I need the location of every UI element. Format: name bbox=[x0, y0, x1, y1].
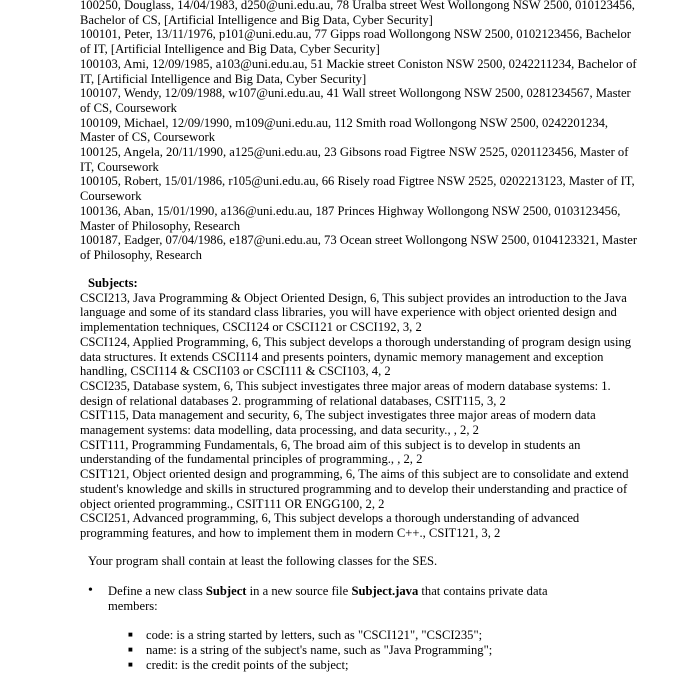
member-text: code: is a string started by letters, such as "CSCI121", "CSCI235"; bbox=[146, 628, 483, 642]
square-bullet-icon: ■ bbox=[128, 645, 133, 655]
bullet-pre: Define a new class bbox=[108, 584, 206, 598]
member-text: name: is a string of the subject's name, such as "Java Programming"; bbox=[146, 643, 493, 658]
bullet-dot-icon: • bbox=[88, 583, 93, 598]
subject-record: CSIT115, Data management and security, 6, The subject investigates three major areas of modern data management systems: data modelling, data processing, and data security., , 2, 2 bbox=[80, 408, 596, 438]
subject-record: CSCI213, Java Programming & Object Oriented Design, 6, This subject provides an introduction to the Java language and some of its standard class libraries, you will have experience with object oriented design and implementation techniques, CSCI124 or CSCI121 or CSCI192, 3, 2 bbox=[80, 290, 627, 335]
student-record: 100187, Eadger, 07/04/1986, e187@uni.edu.au, 73 Ocean street Wollongong NSW 2500, 0104123321, Master of Philosophy, Research bbox=[80, 233, 638, 262]
list-item bbox=[128, 643, 648, 658]
subjects-heading: Subjects: bbox=[88, 276, 138, 290]
data-members-list bbox=[128, 628, 648, 674]
student-record: 100125, Angela, 20/11/1990, a125@uni.edu.au, 23 Gibsons road Figtree NSW 2525, 0201123456, Master of IT, Coursework bbox=[80, 145, 629, 174]
subject-record: CSIT121, Object oriented design and programming, 6, The aims of this subject are to consolidate and extend student's knowledge and skills in structured programming and to develop their understanding and practice of object oriented programming., CSIT111 OR ENGG100, 2, 2 bbox=[80, 467, 629, 511]
class-name: Subject bbox=[205, 584, 247, 598]
student-record: 100109, Michael, 12/09/1990, m109@uni.edu.au, 112 Smith road Wollongong NSW 2500, 0242201234, Master of CS, Coursework bbox=[80, 115, 609, 145]
subject-record: CSIT111, Programming Fundamentals, 6, The broad aim of this subject is to develop in students an understanding of the fundamental principles of programming., , 2, 2 bbox=[80, 437, 581, 467]
subject-record: CSCI235, Database system, 6, This subject investigates three major areas of modern database systems: 1. design of relational databases 2. programming of relational databases, CSIT115, 3, 2 bbox=[80, 378, 611, 408]
list-item bbox=[128, 658, 648, 673]
bullet-post: that contains private data members: bbox=[108, 584, 548, 613]
list-item bbox=[128, 628, 648, 643]
bullet-item bbox=[88, 584, 648, 613]
student-record: 100103, Ami, 12/09/1985, a103@uni.edu.au, 51 Mackie street Coniston NSW 2500, 0242211234, Bachelor of IT, [Artificial Intelligence and Big Data, Cyber Security] bbox=[80, 56, 637, 86]
file-name: Subject.java bbox=[351, 584, 419, 598]
subject-record: CSCI251, Advanced programming, 6, This subject develops a thorough understanding of advanced programming features, and how to implement them in modern C++., CSIT121, 3, 2 bbox=[80, 511, 580, 540]
student-record: 100136, Aban, 15/01/1990, a136@uni.edu.au, 187 Princes Highway Wollongong NSW 2500, 0103123456, Master of Philosophy, Research bbox=[80, 203, 621, 233]
square-bullet-icon: ■ bbox=[128, 630, 133, 639]
square-bullet-icon: ■ bbox=[128, 660, 133, 670]
intro-text: Your program shall contain at least the following classes for the SES. bbox=[88, 554, 438, 568]
student-record: 100107, Wendy, 12/09/1988, w107@uni.edu.au, 41 Wall street Wollongong NSW 2500, 0281234567, Master of CS, Coursework bbox=[80, 86, 631, 115]
students-list bbox=[80, 0, 640, 263]
bullet-text bbox=[108, 584, 568, 613]
subjects-section bbox=[80, 276, 640, 541]
member-text: credit: is the credit points of the subject; bbox=[146, 658, 349, 673]
student-record: 100250, Douglass, 14/04/1983, d250@uni.edu.au, 78 Uralba street West Wollongong NSW 2500, 010123456, Bachelor of CS, [Artificial Intelligence and Big Data, Cyber Security] bbox=[80, 0, 635, 27]
bullet-mid: in a new source file bbox=[246, 584, 352, 598]
student-record: 100105, Robert, 15/01/1986, r105@uni.edu.au, 66 Risely road Figtree NSW 2525, 0202213123, Master of IT, Coursework bbox=[80, 174, 635, 204]
student-record: 100101, Peter, 13/11/1976, p101@uni.edu.au, 77 Gipps road Wollongong NSW 2500, 0102123456, Bachelor of IT, [Artificial Intelligence and Big Data, Cyber Security] bbox=[80, 27, 631, 57]
subject-record: CSCI124, Applied Programming, 6, This subject develops a thorough understanding of program design using data structures. It extends CSCI114 and presents pointers, dynamic memory management and exception handling, CSCI114 & CSCI103 or CSCI111 & CSCI103, 4, 2 bbox=[80, 334, 632, 379]
